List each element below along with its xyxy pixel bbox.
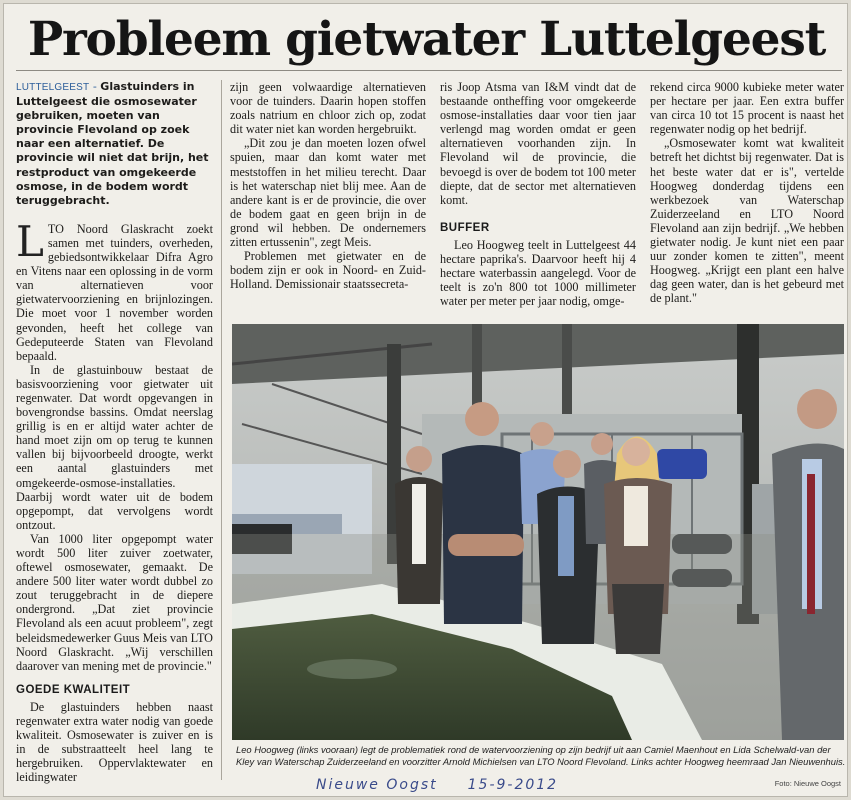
lead-paragraph: [16, 80, 213, 208]
column-4: [650, 80, 844, 306]
column-2: [230, 80, 426, 291]
kicker: LUTTELGEEST: [16, 82, 90, 93]
greenhouse-photo-illustration: [232, 324, 844, 740]
photo-caption: Leo Hoogweg (links vooraan) legt de problematiek rond de watervoorziening op zijn bedrijf uit aan Camiel Maenhout en Lida Schelwald-van der Kley van Waterschap Zuiderzeeland en voorzitter Arnold Michielsen van LTO Noord Flevoland. Links achter Hoogweg heemraad Jan Nieuwenhuis.: [236, 744, 846, 767]
dropcap: L: [16, 216, 44, 266]
lead-text: Glastuinders in Luttelgeest die osmosewater gebruiken, moeten van provincie Flevoland op zoek naar een alternatief. De provincie wil niet dat brijn, het restproduct van omgekeerde osmose, in de bodem wordt teruggebracht.: [16, 80, 209, 207]
news-photo: [232, 324, 844, 740]
newspaper-clipping: [3, 3, 848, 797]
body-paragraph: Van 1000 liter opgepompt water wordt 500 liter zuiver zoetwater, oftewel osmosewater, gemaakt. De andere 500 liter water wordt dubbel zo zout teruggebracht in de diepere ondergrond. „Dat ziet provincie Flevoland als een acuut probleem", zegt beleidsmedewerker Guus Meis van LTO Noord Glaskracht. „Wij verschillen daarover van mening met de provincie.": [16, 531, 213, 673]
body-paragraph: ris Joop Atsma van I&M vindt dat de bestaande ontheffing voor omgekeerde osmose-installaties daar voor tien jaar verlengd mag worden omdat er geen alternatieven voorhanden zijn. In Flevoland wil de provincie, die bevoegd is over de bodem tot 100 meter diepte, dat de sector met alternatieven komt.: [440, 80, 636, 207]
body-paragraph: In de glastuinbouw bestaat de basisvoorziening voor gietwater uit regenwater. Dat wordt opgevangen in bovengrondse bassins. Omdat neerslag grillig is en er altijd water achter de hand moet zijn om op terug te kunnen vallen bij bijvoorbeeld droogte, werkt een aantal glastuinders met omgekeerde-osmose-installaties. Daarbij wordt water uit de bodem opgepompt, dat vervolgens wordt ontzout.: [16, 362, 213, 532]
column-3: [440, 80, 636, 308]
body-paragraph: Leo Hoogweg teelt in Luttelgeest 44 hectare paprika's. Daarvoor heeft hij 4 hectare waterbassin aangelegd. Voor de teelt is zo'n 800 tot 1000 millimeter water per meter per jaar nodig, omge-: [440, 237, 636, 309]
body-paragraph: De glastuinders hebben naast regenwater extra water nodig van goede kwaliteit. Osmosewater is zuiver en is in de substraatteelt heel lang te hergebruiken. Oppervlaktewater en leidingwater: [16, 699, 213, 785]
handwritten-date: 15-9-2012: [467, 777, 559, 793]
body-paragraph: „Osmosewater komt wat kwaliteit betreft het dichtst bij regenwater. Dat is het beste water dat er is", vertelde Hoogweg donderdag tijdens een werkbezoek van Waterschap Zuiderzeeland en LTO Noord Flevoland aan zijn bedrijf. „We hebben gietwater nodig. Je kunt niet een paar uur zonder komen te zitten", meent Hoogweg. „Krijgt een plant een halve dag geen water, dan is het gebeurd met de plant.": [650, 136, 844, 306]
headline-rule: [16, 70, 842, 71]
headline: Probleem gietwater Luttelgeest: [27, 12, 826, 67]
kicker-separator: -: [89, 80, 101, 93]
subheading: GOEDE KWALITEIT: [16, 683, 131, 696]
paragraph-text: TO Noord Glaskracht zoekt samen met tuinders, overheden, gebiedsontwikkelaar Difra Agro en Vitens naar een oplossing in de vorm van alternatieven voor gietwatervoorziening en brijnlozingen. Die moet voor 1 november worden gevonden, heeft het college van Gedeputeerde Staten van Flevoland bepaald.: [16, 221, 213, 363]
handwritten-annotation: [316, 777, 558, 793]
column-divider: [221, 80, 222, 780]
lead-spacer: [16, 208, 213, 222]
handwritten-source: Nieuwe Oogst: [316, 777, 438, 793]
photo-credit: Foto: Nieuwe Oogst: [774, 779, 841, 788]
subheading: BUFFER: [440, 221, 490, 234]
column-1: [16, 80, 213, 785]
body-paragraph: [16, 216, 213, 363]
body-paragraph: Problemen met gietwater en de bodem zijn er ook in Noord- en Zuid-Holland. Demissionair staatssecreta-: [230, 249, 426, 292]
body-paragraph: „Dit zou je dan moeten lozen ofwel spuien, maar dan komt water met meststoffen in het milieu terecht. Daar is het waterschap niet blij mee. Aan de andere kant is er de provincie, die over de bodem gaat en geen brijn in de grond wil hebben. De ondernemers zitten ertussenin", zegt Meis.: [230, 136, 426, 250]
body-paragraph: rekend circa 9000 kubieke meter water per hectare per jaar. Een extra buffer van circa 10 tot 15 procent is naast het regenwater nodig op het bedrijf.: [650, 80, 844, 137]
body-paragraph: zijn geen volwaardige alternatieven voor de tuinders. Daarin hopen stoffen zoals natrium en chloor zich op, zodat dit water niet kan worden hergebruikt.: [230, 80, 426, 137]
